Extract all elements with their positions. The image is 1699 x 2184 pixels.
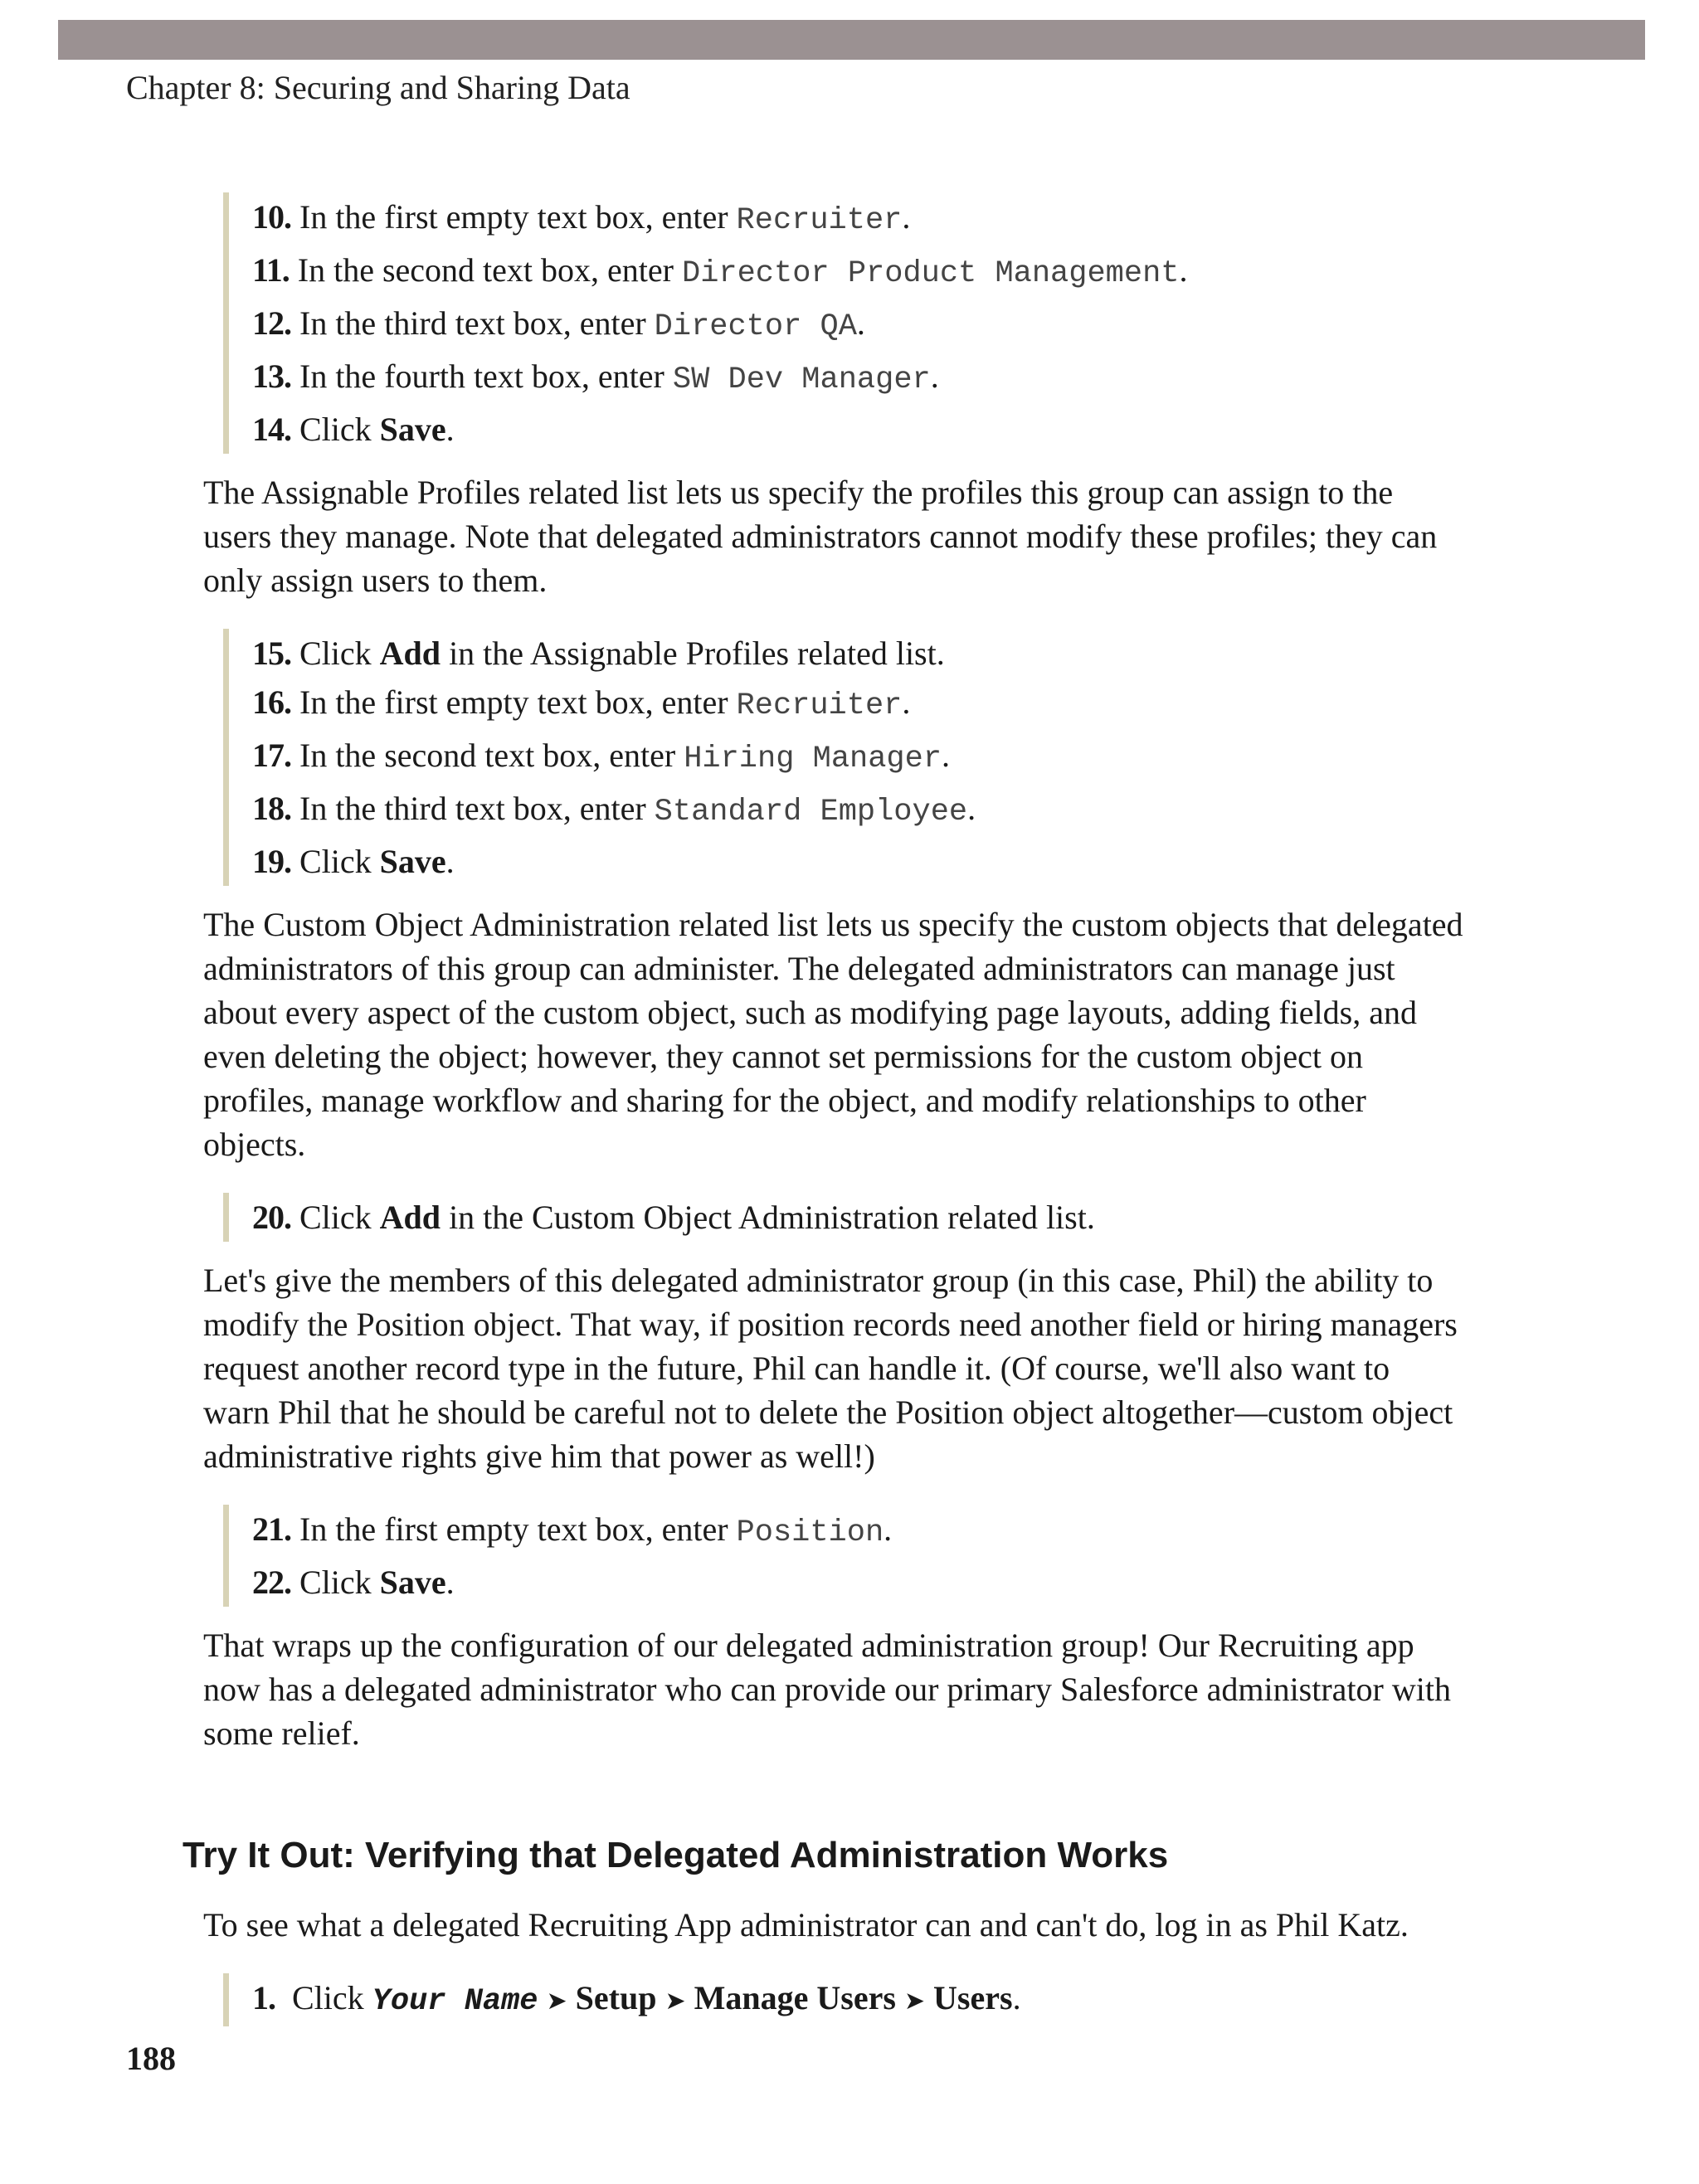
step-1: 1. Click Your Name ➤ Setup ➤ Manage Users ➤ Users. — [252, 1979, 1021, 2019]
step-17: 17. In the second text box, enter Hiring Manager. — [252, 737, 951, 776]
ui-setup-label: Setup — [575, 1979, 657, 2016]
ui-save-label: Save — [379, 1564, 446, 1601]
code-hiring-manager: Hiring Manager — [684, 742, 942, 776]
code-director-qa: Director QA — [654, 309, 857, 344]
step-22: 22. Click Save. — [252, 1564, 455, 1601]
step-16: 16. In the first empty text box, enter Recruiter. — [252, 683, 911, 723]
code-recruiter: Recruiter — [736, 688, 903, 723]
code-sw-dev-manager: SW Dev Manager — [672, 362, 931, 397]
paragraph-position-object: Let's give the members of this delegated administrator group (in this case, Phil) the ability to modify the Position object. That way, if position records need another field or hiring managers request another record type in the future, Phil can handle it. (Of course, we'll also want to warn Phil that he should be careful not to delete the Position object altogether—custom object administrative rights give him that power as well!) — [203, 1262, 1458, 1475]
paragraph-log-in-as-phil: To see what a delegated Recruiting App administrator can and can't do, log in as Phil Katz. — [203, 1906, 1409, 1943]
ui-users-label: Users — [933, 1979, 1013, 2016]
arrow-right-icon: ➤ — [665, 1987, 686, 2016]
section-heading: Try It Out: Verifying that Delegated Administration Works — [183, 1835, 1169, 1875]
step-18: 18. In the third text box, enter Standard Employee. — [252, 790, 976, 829]
page-content — [183, 192, 1464, 2043]
page-number: 188 — [126, 2040, 176, 2077]
step-20: 20. Click Add in the Custom Object Administration related list. — [252, 1199, 1095, 1236]
ui-add-label: Add — [379, 1199, 441, 1236]
paragraph-custom-object-admin: The Custom Object Administration related list lets us specify the custom objects that delegated administrators of this group can administer. The delegated administrators can manage just about every aspect of the custom object, such as modifying page layouts, adding fields, and even deleting the object; however, they cannot set permissions for the custom object on profiles, manage workflow and sharing for the object, and modify relationships to other objects. — [203, 906, 1463, 1163]
your-name-placeholder: Your Name — [372, 1984, 538, 2019]
code-recruiter: Recruiter — [736, 203, 903, 238]
step-13: 13. In the fourth text box, enter SW Dev Manager. — [252, 358, 939, 397]
steps-group-d — [223, 1505, 1464, 1607]
top-header-bar — [58, 20, 1645, 60]
step-19: 19. Click Save. — [252, 843, 455, 880]
code-position: Position — [736, 1515, 884, 1550]
code-director-pm: Director Product Management — [681, 256, 1180, 291]
arrow-right-icon: ➤ — [546, 1987, 567, 2016]
ui-add-label: Add — [379, 635, 441, 672]
paragraph-assignable-profiles: The Assignable Profiles related list lets us specify the profiles this group can assign to the users they manage. Note that delegated administrators cannot modify these profiles; they can only assign users to them. — [203, 474, 1438, 599]
steps-group-e — [223, 1973, 1464, 2026]
running-head: Chapter 8: Securing and Sharing Data — [126, 69, 630, 106]
paragraph-wrap-up: That wraps up the configuration of our delegated administration group! Our Recruiting app now has a delegated administrator who can provide our primary Salesforce administrator with some relief. — [203, 1627, 1451, 1752]
step-15: 15. Click Add in the Assignable Profiles related list. — [252, 635, 945, 672]
code-standard-employee: Standard Employee — [654, 795, 968, 829]
step-12: 12. In the third text box, enter Director QA. — [252, 304, 865, 344]
step-10: 10. In the first empty text box, enter Recruiter. — [252, 198, 911, 238]
steps-group-a — [223, 192, 1464, 454]
ui-save-label: Save — [379, 411, 446, 448]
ui-manage-users-label: Manage Users — [694, 1979, 896, 2016]
step-21: 21. In the first empty text box, enter Position. — [252, 1510, 893, 1550]
steps-group-b — [223, 629, 1464, 886]
step-11: 11. In the second text box, enter Director Product Management. — [252, 251, 1188, 291]
step-14: 14. Click Save. — [252, 411, 455, 448]
arrow-right-icon: ➤ — [903, 1987, 926, 2016]
ui-save-label: Save — [379, 843, 446, 880]
steps-group-c — [223, 1193, 1464, 1242]
